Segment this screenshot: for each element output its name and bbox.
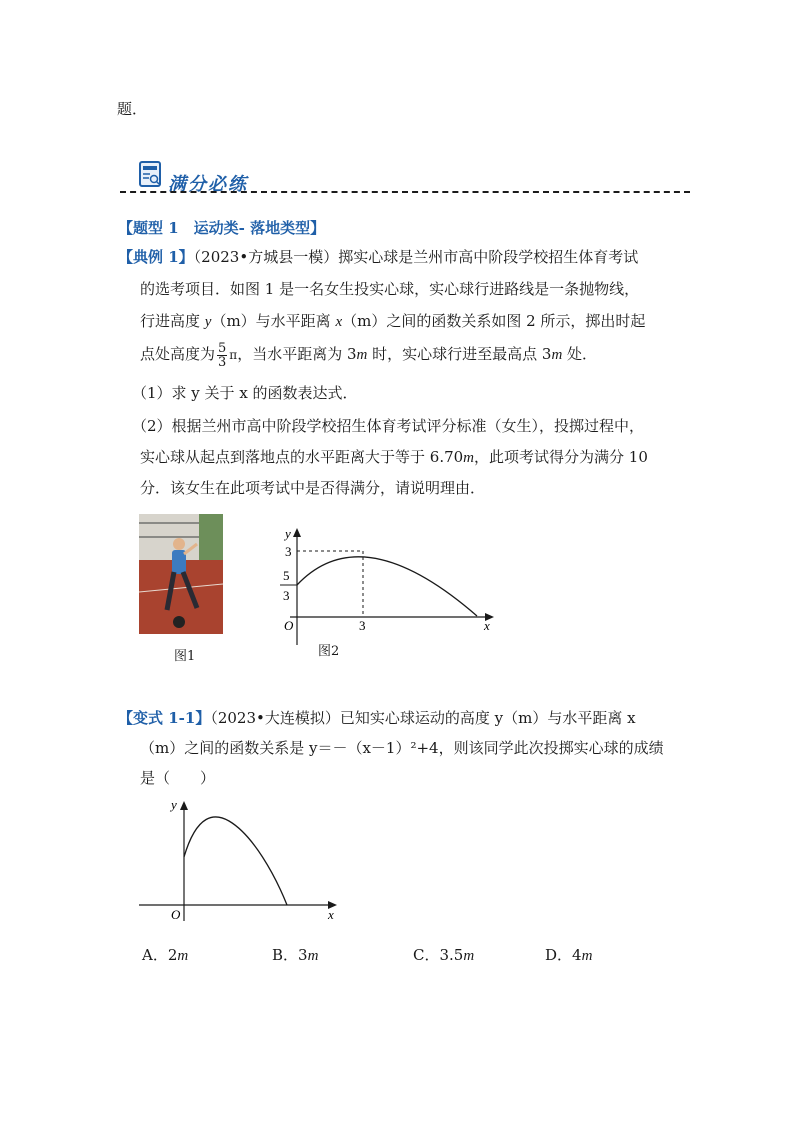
question-type-heading: 【题型 1 运动类- 落地类型】 — [118, 219, 326, 237]
variant-line-3: 是（ ） — [140, 769, 216, 787]
question-2-line-2 — [140, 447, 648, 468]
tick-label-y-frac-num: 5 — [283, 568, 290, 583]
option-value: 4 — [572, 946, 582, 964]
x-axis-label: x — [484, 618, 490, 633]
parabola-curve — [184, 817, 287, 905]
figure-2-caption: 图2 — [318, 644, 340, 659]
option-value: 2 — [167, 946, 178, 964]
variant-source: （2023•大连模拟） — [210, 709, 340, 727]
text-segment: 点处高度为 — [140, 345, 216, 363]
text-segment: 处． — [562, 345, 598, 363]
option-label: C． — [413, 946, 440, 964]
option-unit: m — [177, 948, 189, 964]
variant-line-2: （m）之间的函数关系是 y＝－（x－1）²+4，则该同学此次投掷实心球的成绩 — [140, 739, 664, 757]
example-text-1: 掷实心球是兰州市高中阶段学校招生体育考试 — [338, 248, 639, 266]
fraction-denominator: 3 — [218, 354, 227, 370]
fraction-five-thirds — [217, 342, 227, 369]
variant-text-1: 已知实心球运动的高度 y（m）与水平距离 x — [339, 709, 636, 727]
variable-y: y — [204, 314, 212, 330]
question-2-line-1: （2）根据兰州市高中阶段学校招生体育考试评分标准（女生），投掷过程中， — [132, 417, 645, 435]
option-value: 3.5 — [439, 946, 464, 964]
option-value: 3 — [298, 946, 308, 964]
tick-label-y-3: 3 — [285, 544, 292, 559]
text-segment: ，当水平距离为 3 — [237, 345, 357, 363]
text-segment: （m）与水平距离 — [211, 312, 336, 330]
origin-label: O — [171, 907, 181, 922]
section-title: 满分必练 — [168, 174, 248, 195]
example-tag: 【典例 1】 — [118, 248, 194, 266]
example-line-1 — [118, 247, 638, 267]
option-unit: m — [581, 948, 593, 964]
option-label: B． — [272, 946, 299, 964]
y-axis-arrow — [180, 801, 188, 810]
unit-m: m — [356, 347, 368, 363]
parabola-curve — [297, 557, 477, 616]
example-line-2: 的选考项目．如图 1 是一名女生投实心球，实心球行进路线是一条抛物线， — [140, 280, 640, 298]
x-axis-label: x — [328, 907, 334, 922]
figure-1-caption: 图1 — [174, 649, 196, 664]
variant-line-1 — [118, 708, 636, 728]
figure-3-graph — [135, 795, 355, 925]
example-source: （2023•方城县一模） — [193, 248, 339, 266]
option-b[interactable] — [272, 945, 318, 966]
example-line-4 — [140, 340, 597, 369]
tick-label-y-frac-den: 3 — [283, 588, 290, 603]
worksheet-icon — [138, 160, 164, 190]
top-fragment: 题． — [117, 100, 148, 118]
figure-2-graph — [270, 520, 510, 650]
option-d[interactable] — [545, 945, 592, 966]
option-unit: m — [463, 948, 475, 964]
option-label: A． — [142, 946, 168, 964]
option-label: D． — [545, 946, 573, 964]
variable-x: x — [335, 314, 343, 330]
text-segment: 行进高度 — [140, 312, 205, 330]
pi-symbol: π — [229, 348, 238, 362]
example-line-3 — [140, 311, 645, 332]
origin-label: O — [284, 618, 294, 633]
figure-1-photo — [139, 514, 223, 634]
option-unit: m — [307, 948, 319, 964]
option-a[interactable] — [142, 945, 188, 966]
unit-m: m — [463, 450, 475, 466]
text-segment: 实心球从起点到落地点的水平距离大于等于 6.70 — [140, 448, 464, 466]
variant-tag: 【变式 1-1】 — [118, 709, 211, 727]
option-c[interactable] — [413, 945, 474, 966]
text-segment: （m）之间的函数关系如图 2 所示，掷出时起 — [342, 312, 646, 330]
fraction-numerator: 5 — [218, 340, 227, 356]
question-1: （1）求 y 关于 x 的函数表达式． — [132, 384, 358, 402]
text-segment: 时，实心球行进至最高点 3 — [367, 345, 552, 363]
y-axis-label: y — [171, 797, 177, 812]
section-divider — [120, 191, 690, 193]
tick-label-x-3: 3 — [359, 618, 366, 633]
y-axis-label: y — [285, 526, 291, 541]
y-axis-arrow — [293, 528, 301, 537]
unit-m: m — [551, 347, 563, 363]
text-segment: ，此项考试得分为满分 10 — [474, 448, 648, 466]
question-2-line-3: 分．该女生在此项考试中是否得满分，请说明理由． — [140, 479, 486, 497]
